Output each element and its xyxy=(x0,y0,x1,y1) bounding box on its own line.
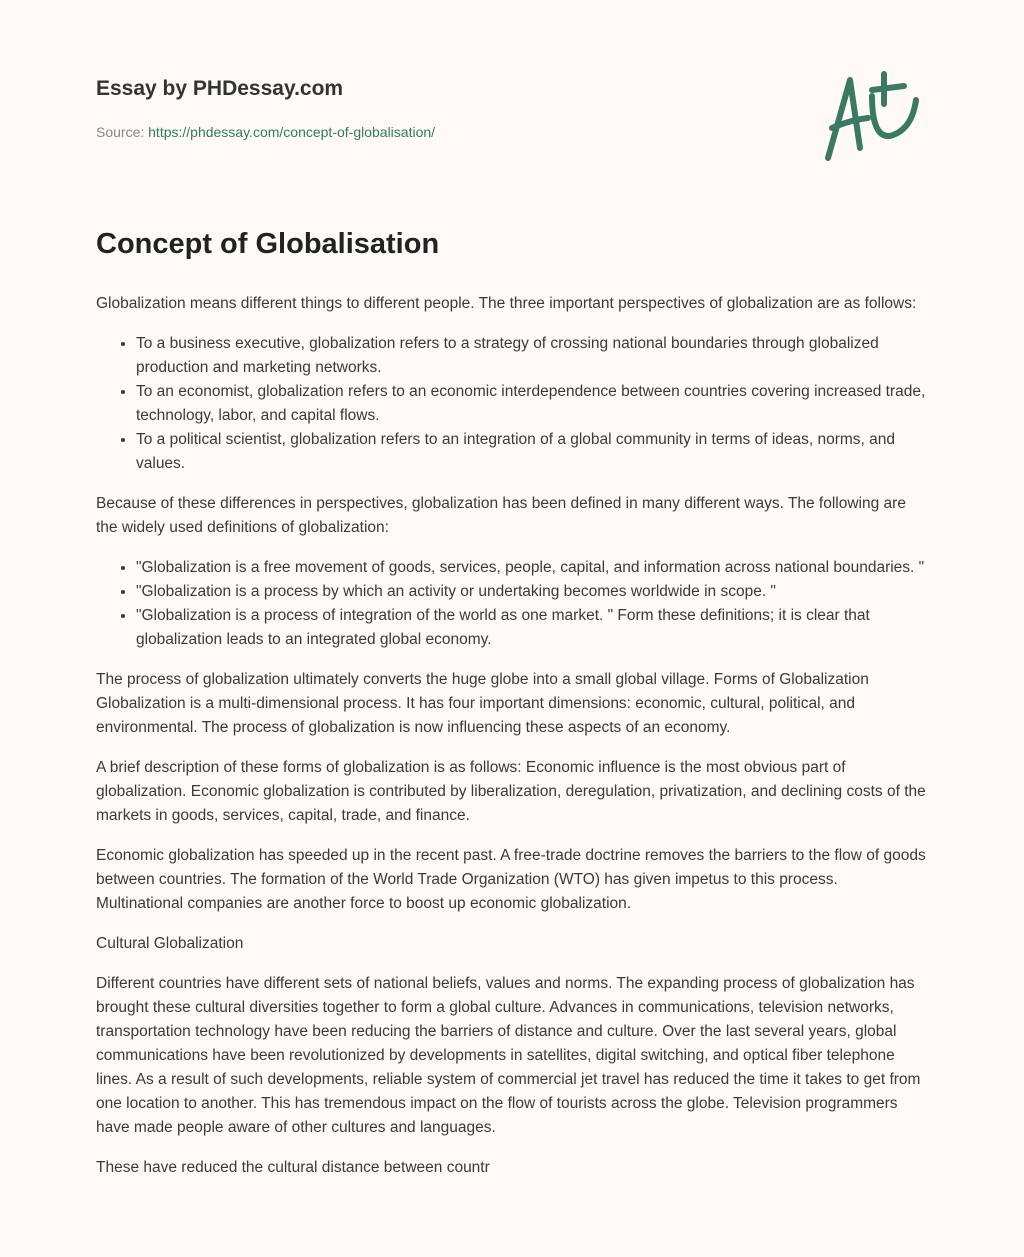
paragraph: Because of these differences in perspectives, globalization has been defined in many different ways. The following are the widely used definitions of globalization: xyxy=(96,495,906,536)
section-subheading: Cultural Globalization xyxy=(96,935,244,952)
brand-title: Essay by PHDessay.com xyxy=(96,77,344,100)
list-item: • "Globalization is a free movement of goods, services, people, capital, and information across national boundaries. " xyxy=(136,556,928,580)
paragraph: Globalization means different things to different people. The three important perspectives of globalization are as follows: xyxy=(96,295,917,312)
definitions-list xyxy=(96,556,928,652)
paragraph: Economic globalization has speeded up in the recent past. A free-trade doctrine removes the barriers to the flow of goods between countries. The formation of the World Trade Organization (WTO) has given impetus to this process. Multinational companies are another force to boost up economic globalization. xyxy=(96,847,926,912)
essay-body xyxy=(96,224,928,1196)
list-item: • To a business executive, globalization refers to a strategy of crossing national boundaries through globalized production and marketing networks. xyxy=(136,332,928,380)
source-label: Source: xyxy=(96,124,145,140)
list-item: • To an economist, globalization refers to an economic interdependence between countries covering increased trade, technology, labor, and capital flows. xyxy=(136,380,928,428)
paragraph: Different countries have different sets of national beliefs, values and norms. The expanding process of globalization has brought these cultural diversities together to form a global culture. Advances in communications, television networks, transportation technology have been reducing the barriers of distance and culture. Over the last several years, global communications have been revolutionized by developments in satellites, digital switching, and optical fiber telephone lines. As a result of such developments, reliable system of commercial jet travel has reduced the time it takes to get from one location to another. This has tremendous impact on the flow of tourists across the globe. Television programmers have made people aware of other cultures and languages. xyxy=(96,975,921,1136)
list-item: • To a political scientist, globalization refers to an integration of a global community in terms of ideas, norms, and values. xyxy=(136,428,928,476)
list-item: • "Globalization is a process by which an activity or undertaking becomes worldwide in scope. " xyxy=(136,580,928,604)
paragraph: A brief description of these forms of globalization is as follows: Economic influence is the most obvious part of globalization. Economic globalization is contributed by liberalization, deregulation, privatization, and declining costs of the markets in goods, services, capital, trade, and finance. xyxy=(96,759,926,824)
source-line xyxy=(96,122,926,142)
a-plus-logo-icon xyxy=(820,68,930,168)
paragraph: These have reduced the cultural distance between countr xyxy=(96,1159,490,1176)
page-title: Concept of Globalisation xyxy=(96,228,440,260)
source-link[interactable]: https://phdessay.com/concept-of-globalisation/ xyxy=(148,124,436,140)
list-item: • "Globalization is a process of integration of the world as one market. " Form these definitions; it is clear that globalization leads to an integrated global economy. xyxy=(136,604,928,652)
perspectives-list xyxy=(96,332,928,476)
paragraph: The process of globalization ultimately converts the huge globe into a small global village. Forms of Globalization Globalization is a multi-dimensional process. It has four important dimensions: economic, cultural, political, and environmental. The process of globalization is now influencing these aspects of an economy. xyxy=(96,671,869,736)
essay-header xyxy=(96,74,926,142)
